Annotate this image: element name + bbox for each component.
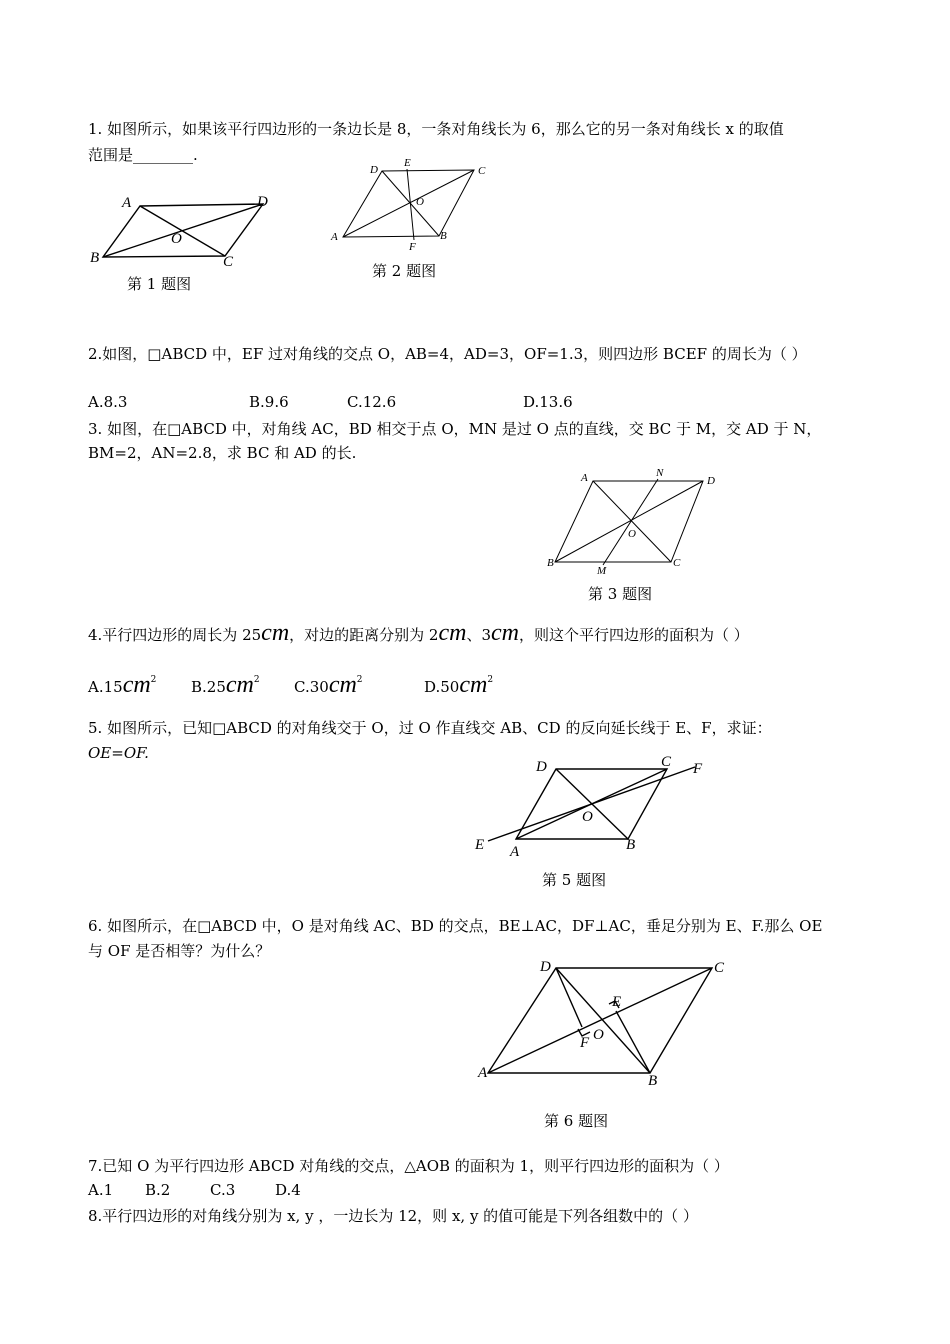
q4-unit-cm-3: cm — [491, 620, 519, 646]
q2-option-a: A.8.3 — [88, 393, 128, 411]
q2-option-c: C.12.6 — [347, 393, 397, 411]
q4-option-b — [191, 670, 260, 705]
q3-line1: 3. 如图，在□ABCD 中，对角线 AC，BD 相交于点 O，MN 是过 O 点的直线，交 BC 于 M，交 AD 于 N， — [88, 420, 822, 438]
q4-option-b-value: B.25 — [191, 678, 226, 696]
fig5-label-e: E — [475, 837, 485, 853]
q7-option-d: D.4 — [275, 1181, 301, 1199]
fig5-label-d: D — [536, 759, 547, 775]
q4-mid1: ，对边的距离分别为 2 — [289, 626, 439, 644]
q4-option-b-sup: 2 — [253, 675, 260, 685]
fig6-label-f: F — [580, 1035, 590, 1051]
q4-prefix: 4.平行四边形的周长为 25 — [88, 626, 262, 644]
q4-mid2: 、3 — [466, 626, 491, 644]
fig3-label-o: O — [628, 528, 636, 540]
q1-line2: 范围是________. — [88, 146, 198, 164]
fig2-label-b: B — [440, 230, 447, 242]
fig3-label-b: B — [547, 557, 554, 569]
q4-option-b-unit: cm — [225, 672, 254, 698]
q4-option-c — [294, 670, 363, 705]
q8-line1: 8.平行四边形的对角线分别为 x, y ，一边长为 12，则 x, y 的值可能是下列各组数中的（ ） — [88, 1207, 698, 1225]
fig3-label-d: D — [707, 475, 715, 487]
q2-line1: 2.如图，□ABCD 中，EF 过对角线的交点 O，AB=4，AD=3，OF=1.3，则四边形 BCEF 的周长为（ ） — [88, 345, 807, 363]
fig6-caption: 第 6 题图 — [544, 1112, 609, 1130]
q4-option-a-unit: cm — [122, 672, 151, 698]
fig5-label-a: A — [510, 844, 520, 860]
q4-option-a — [88, 670, 156, 705]
fig6-label-c: C — [714, 960, 725, 976]
q7-option-a: A.1 — [88, 1181, 114, 1199]
fig1-label-a: A — [122, 195, 132, 211]
fig3-label-c: C — [673, 557, 681, 569]
q7-line1: 7.已知 O 为平行四边形 ABCD 对角线的交点，△AOB 的面积为 1，则平行四边形的面积为（ ） — [88, 1157, 729, 1175]
q7-option-b: B.2 — [145, 1181, 171, 1199]
q2-option-b: B.9.6 — [249, 393, 289, 411]
q4-option-d-unit: cm — [459, 672, 488, 698]
fig3-caption: 第 3 题图 — [588, 585, 653, 603]
q4-option-c-unit: cm — [328, 672, 357, 698]
q6-line2: 与 OF 是否相等？为什么？ — [88, 942, 271, 960]
fig5-label-b: B — [626, 837, 636, 853]
fig1-caption: 第 1 题图 — [127, 275, 192, 293]
q4-unit-cm-2: cm — [438, 620, 467, 646]
figure-6 — [470, 950, 740, 1090]
figure-2 — [325, 155, 495, 255]
q4-option-c-value: C.30 — [294, 678, 329, 696]
fig1-label-d: D — [257, 194, 268, 210]
q4-line1 — [88, 618, 749, 650]
fig1-label-o: O — [171, 231, 182, 247]
q2-option-d: D.13.6 — [523, 393, 573, 411]
fig2-caption: 第 2 题图 — [372, 262, 437, 280]
fig6-label-e: E — [612, 994, 622, 1010]
fig2-label-e: E — [404, 157, 411, 169]
fig2-label-a: A — [331, 231, 338, 243]
figure-1 — [85, 188, 285, 268]
q1-line1: 1. 如图所示，如果该平行四边形的一条边长是 8，一条对角线长为 6，那么它的另一条对角线长 x 的取值 — [88, 120, 784, 138]
figure-3 — [540, 462, 730, 578]
fig1-label-c: C — [223, 254, 234, 270]
fig5-label-o: O — [582, 809, 593, 825]
fig1-label-b: B — [90, 250, 100, 266]
fig5-label-f: F — [693, 761, 703, 777]
fig3-label-m: M — [597, 565, 607, 577]
q5-line2: OE=OF. — [88, 744, 149, 762]
q5-line1: 5. 如图所示，已知□ABCD 的对角线交于 O，过 O 作直线交 AB、CD 的反向延长线于 E、F，求证： — [88, 719, 772, 737]
q3-line2: BM=2，AN=2.8，求 BC 和 AD 的长. — [88, 444, 357, 462]
q7-option-c: C.3 — [210, 1181, 236, 1199]
fig6-label-o: O — [593, 1027, 604, 1043]
q4-option-d — [424, 670, 493, 705]
fig2-label-d: D — [370, 164, 378, 176]
fig3-label-n: N — [656, 467, 664, 479]
fig5-caption: 第 5 题图 — [542, 871, 607, 889]
fig2-label-f: F — [409, 241, 416, 253]
q4-option-c-sup: 2 — [356, 675, 363, 685]
fig3-label-a: A — [581, 472, 588, 484]
fig2-label-o: O — [416, 196, 424, 208]
q4-option-a-sup: 2 — [150, 675, 157, 685]
q4-option-d-value: D.50 — [424, 678, 460, 696]
q4-suffix: ，则这个平行四边形的面积为（ ） — [518, 626, 749, 644]
q4-option-a-value: A.15 — [88, 678, 123, 696]
figure-5 — [470, 752, 720, 862]
q4-option-d-sup: 2 — [487, 675, 494, 685]
fig6-label-d: D — [540, 959, 551, 975]
fig2-label-c: C — [478, 165, 486, 177]
q4-unit-cm: cm — [261, 620, 290, 646]
fig6-label-a: A — [478, 1065, 488, 1081]
fig5-label-c: C — [661, 754, 672, 770]
q6-line1: 6. 如图所示，在□ABCD 中，O 是对角线 AC、BD 的交点，BE⊥AC，DF⊥AC，垂足分别为 E、F.那么 OE — [88, 917, 823, 935]
fig6-label-b: B — [648, 1073, 658, 1089]
